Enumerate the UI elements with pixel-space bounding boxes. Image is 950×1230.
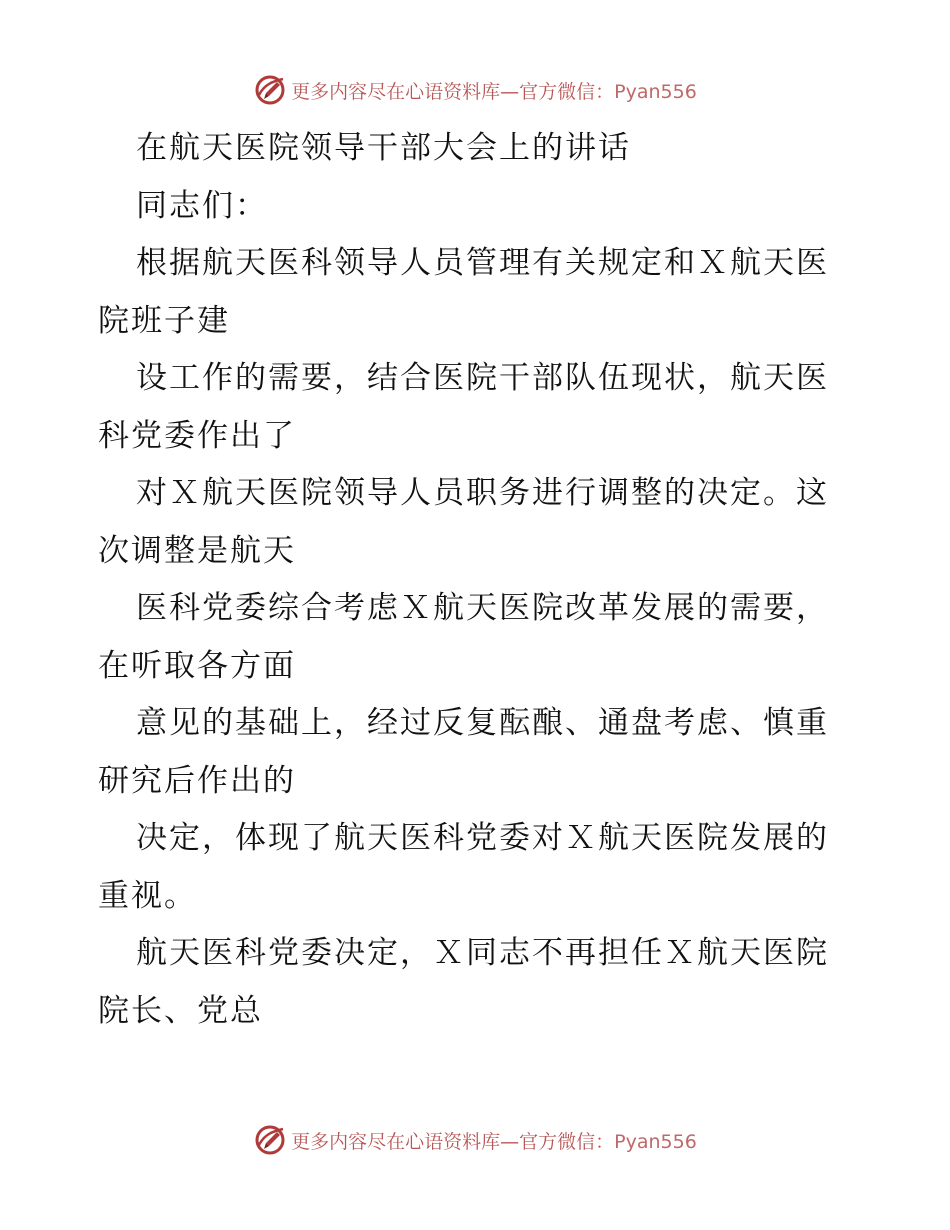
- pen-swirl-logo-icon: [253, 1123, 287, 1157]
- text-line: 医科党委综合考虑Ｘ航天医院改革发展的需要，: [136, 590, 829, 626]
- watermark-text: 更多内容尽在心语资料库—官方微信：Pyan556: [291, 80, 697, 103]
- text-line: 根据航天医科领导人员管理有关规定和Ｘ航天医: [136, 245, 829, 281]
- document-body: [98, 120, 850, 1040]
- watermark-account: Pyan556: [614, 80, 697, 103]
- text-line: 设工作的需要，结合医院干部队伍现状，航天医: [136, 360, 829, 396]
- text-line: 在航天医院领导干部大会上的讲话: [136, 130, 631, 166]
- text-line: 院长、党总: [98, 992, 263, 1029]
- text-line: 在听取各方面: [98, 647, 296, 684]
- text-line: 同志们：: [136, 187, 268, 224]
- watermark-text: 更多内容尽在心语资料库—官方微信：Pyan556: [291, 1130, 697, 1153]
- header-watermark: [0, 70, 950, 110]
- text-line: 研究后作出的: [98, 762, 296, 799]
- watermark-account: Pyan556: [614, 1130, 697, 1153]
- text-line: 对Ｘ航天医院领导人员职务进行调整的决定。这: [136, 475, 829, 511]
- text-line: 意见的基础上，经过反复酝酿、通盘考虑、慎重: [136, 705, 829, 741]
- text-line: 重视。: [98, 877, 197, 914]
- footer-watermark: [0, 1120, 950, 1160]
- pen-swirl-logo-icon: [253, 73, 287, 107]
- text-line: 科党委作出了: [98, 417, 296, 454]
- text-line: 院班子建: [98, 302, 230, 339]
- text-line: 航天医科党委决定，Ｘ同志不再担任Ｘ航天医院: [136, 935, 829, 971]
- text-line: 次调整是航天: [98, 532, 296, 569]
- text-line: 决定，体现了航天医科党委对Ｘ航天医院发展的: [136, 820, 829, 856]
